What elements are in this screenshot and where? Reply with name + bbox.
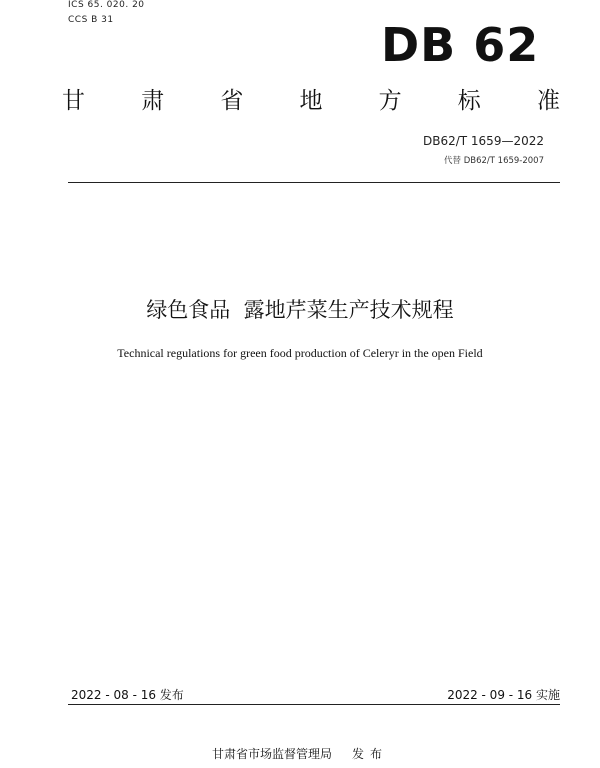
standard-type-heading [62, 86, 560, 116]
standard-number: DB62/T 1659—2022 [422, 134, 544, 148]
document-title-english: Technical regulations for green food production of Celeryr in the open Field [117, 346, 483, 360]
standard-type-char: 省 [220, 88, 244, 114]
issuer-line [0, 745, 600, 762]
standard-type-char: 地 [299, 88, 323, 114]
bottom-divider [68, 704, 560, 705]
standard-type-char: 方 [378, 88, 402, 114]
ccs-code: CCS B 31 [68, 15, 114, 25]
standard-type-char: 甘 [62, 88, 85, 114]
document-title-chinese: 绿色食品 露地芹菜生产技术规程 [146, 298, 454, 322]
standard-type-char: 准 [536, 88, 560, 114]
replaces-standard: 代替 DB62/T 1659-2007 [444, 156, 544, 166]
ics-code: ICS 65. 020. 20 [68, 0, 145, 10]
top-divider [68, 182, 560, 183]
effective-date: 2022 - 09 - 16 实施 [447, 688, 560, 702]
standard-type-char: 标 [457, 88, 481, 114]
release-label: 发布 [352, 747, 389, 761]
issuer-name: 甘肃省市场监督管理局 [211, 747, 332, 761]
db-logo: DB 62 [381, 18, 540, 72]
issue-date: 2022 - 08 - 16 发布 [71, 688, 184, 702]
standard-type-char: 肃 [141, 88, 165, 114]
